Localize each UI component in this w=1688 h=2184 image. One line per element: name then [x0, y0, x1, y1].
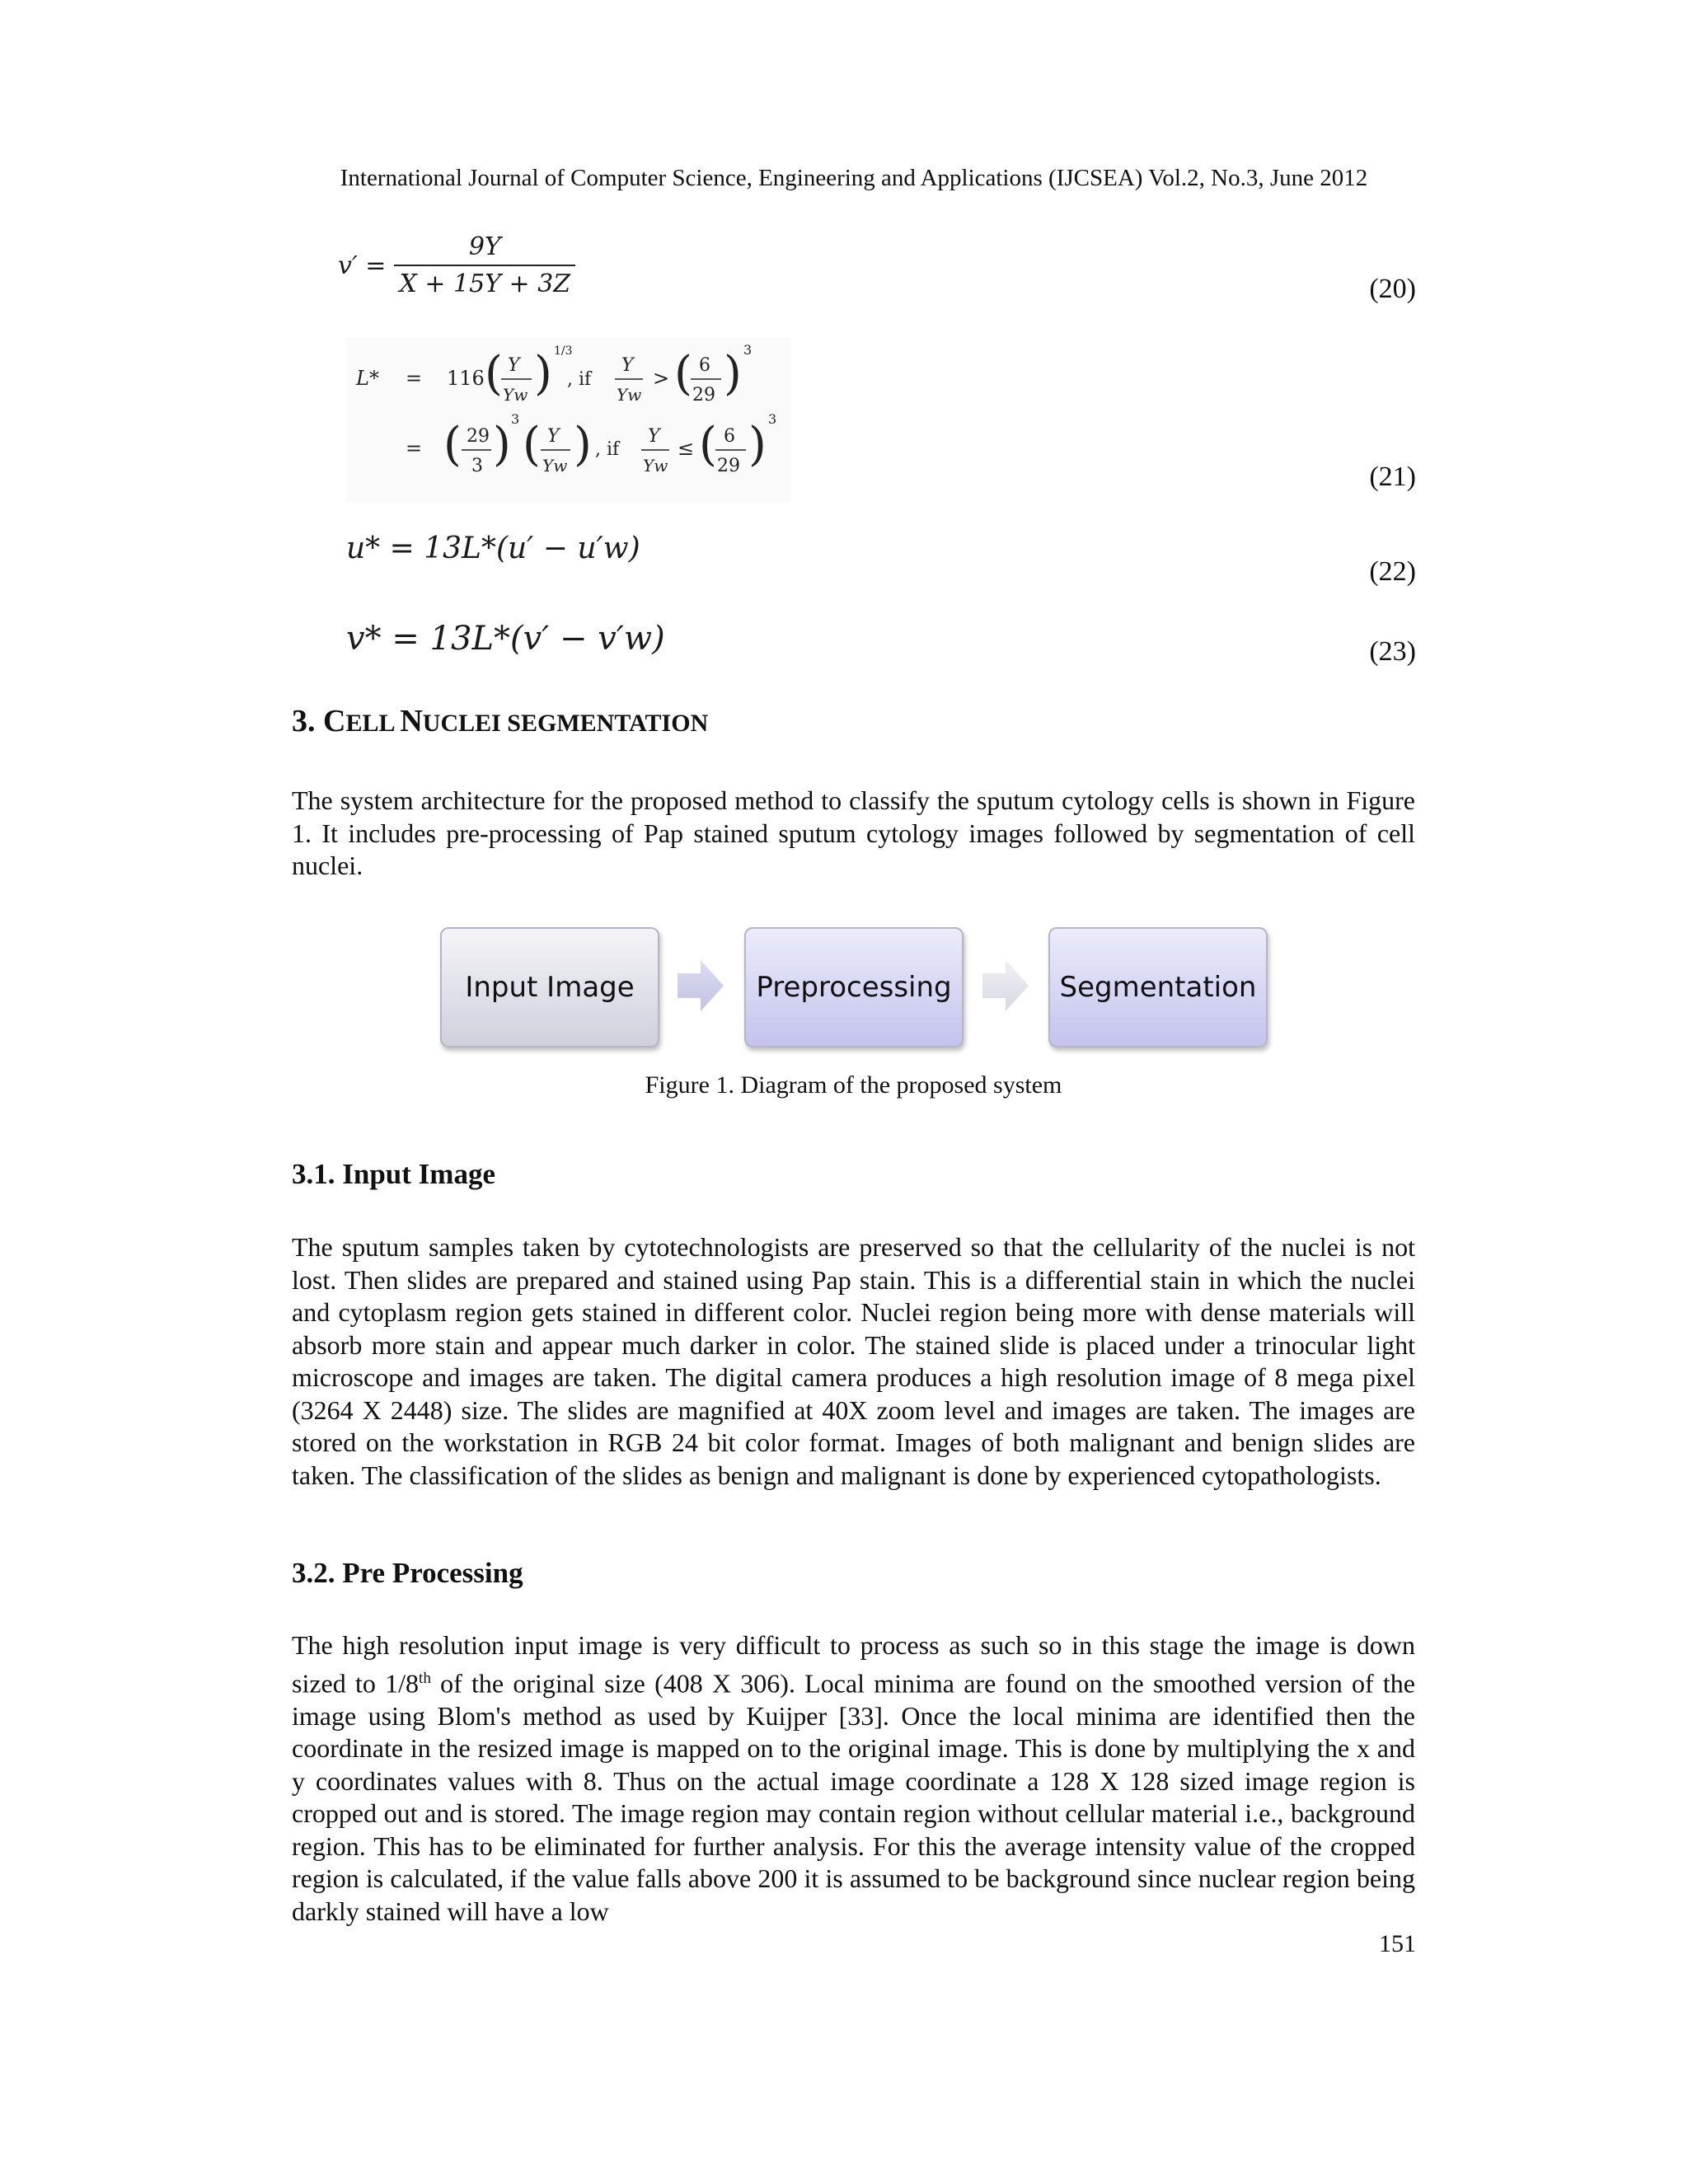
equation-23: v* = 13L*(v′ − v′w) — [346, 620, 665, 658]
eq21-Y-1: Y — [508, 355, 520, 376]
section-3-number: 3. — [292, 704, 323, 738]
section-3-2-text-a: The high resolution input image is very difficult to process as such so in this stage the image is down sized to 1/8 — [292, 1630, 1415, 1699]
section-3-cap-n: N — [400, 704, 423, 738]
eq21-le: ≤ — [678, 437, 695, 460]
eq21-paren-close-5: ) — [748, 418, 767, 471]
segmentation-box: Segmentation — [1048, 927, 1268, 1047]
eq21-paren-open-1: ( — [485, 347, 503, 401]
section-3-small-caps-1: ELL — [345, 710, 401, 737]
section-3-cap-c: C — [323, 704, 346, 738]
preprocessing-box: Preprocessing — [744, 927, 964, 1047]
section-3-paragraph: The system architecture for the proposed method to classify the sputum cytology cells is shown in Figure 1. It includes pre-processing of Pap stained sputum cytology images followed by segmentation of cell nuclei. — [292, 785, 1415, 880]
eq21-Yw-2: Yw — [617, 385, 642, 405]
eq21-if-1: , if — [567, 369, 592, 390]
eq21-Yw-4: Yw — [643, 456, 668, 476]
eq21-paren-open-4: ( — [523, 418, 541, 471]
arrow-right-icon — [981, 958, 1030, 1013]
eq21-Y-3: Y — [547, 426, 560, 447]
eq21-cube-2: 3 — [511, 411, 520, 427]
equation-number-22: (22) — [1369, 556, 1416, 587]
eq21-lhs: L* — [356, 367, 379, 390]
eq20-lhs: v′ = — [338, 251, 387, 280]
eq21-29-2: 29 — [467, 426, 490, 447]
eq21-paren-open-3: ( — [443, 418, 462, 471]
eq20-denominator: X + 15Y + 3Z — [394, 265, 575, 298]
equation-21 — [346, 338, 791, 503]
equation-number-21: (21) — [1369, 462, 1416, 492]
eq21-Yw-3: Yw — [542, 456, 568, 476]
eq21-coef: 116 — [447, 367, 485, 390]
figure-1-caption: Figure 1. Diagram of the proposed system — [645, 1071, 1062, 1099]
section-3-2-heading: 3.2. Pre Processing — [292, 1557, 523, 1589]
eq21-paren-open-5: ( — [699, 418, 717, 471]
eq20-fraction — [394, 232, 575, 298]
arrow-right-icon — [676, 958, 725, 1013]
journal-header: International Journal of Computer Science, Engineering and Applications (IJCSEA) Vol.2, No.3, June 2012 — [340, 165, 1368, 191]
eq21-Y-4: Y — [648, 426, 660, 447]
eq21-29-3: 29 — [717, 456, 740, 476]
equation-number-23: (23) — [1369, 636, 1416, 667]
eq21-six-2: 6 — [724, 426, 735, 447]
eq21-paren-close-3: ) — [493, 418, 511, 471]
section-3-heading — [292, 703, 708, 739]
eq20-numerator: 9Y — [468, 232, 501, 261]
eq21-Yw-1: Yw — [503, 385, 528, 405]
equation-22: u* = 13L*(u′ − u′w) — [346, 532, 640, 565]
eq21-eq: = — [406, 437, 423, 460]
eq21-if-2: , if — [595, 439, 620, 460]
eq21-paren-close-4: ) — [574, 418, 592, 471]
section-3-2-paragraph — [292, 1629, 1415, 1928]
eq21-29-1: 29 — [692, 385, 715, 405]
section-3-1-paragraph: The sputum samples taken by cytotechnologists are preserved so that the cellularity of the nuclei is not lost. Then slides are prepared and stained using Pap stain. This is a differential stain in which the nuclei and cytoplasm region gets stained in different color. Nuclei region being more with dense materials will absorb more stain and appear much darker in color. The stained slide is placed under a trinocular light microscope and images are taken. The digital camera produces a high resolution image of 8 mega pixel (3264 X 2448) size. The slides are magnified at 40X zoom level and images are taken. The images are stored on the workstation in RGB 24 bit color format. Images of both malignant and benign slides are taken. The classification of the slides as benign and malignant is done by experienced cytopathologists. — [292, 1232, 1415, 1490]
section-3-2-superscript: th — [418, 1669, 431, 1687]
equation-20 — [338, 232, 575, 298]
eq21-dash: = — [406, 367, 423, 390]
eq21-gt: > — [653, 367, 670, 390]
eq21-paren-close-2: ) — [724, 347, 742, 401]
eq21-paren-open-2: ( — [674, 347, 692, 401]
eq21-onethird: 1/3 — [554, 344, 573, 358]
section-3-small-caps-2: UCLEI SEGMENTATION — [422, 710, 709, 737]
page-number: 151 — [1379, 1930, 1416, 1957]
eq21-paren-close-1: ) — [534, 347, 552, 401]
section-3-2-text-b: of the original size (408 X 306). Local minima are found on the smoothed version of the image using Blom's method as used by Kuijper [33]. Once the local minima are identified then the coordinate in the resized image is mapped on to the original image. This is done by multiplying the x and y coordinates values with 8. Thus on the actual image coordinate a 128 X 128 sized image region is cropped out and is stored. The image region may contain region without cellular material i.e., background region. This has to be eliminated for further analysis. For this the average intensity value of the cropped region is calculated, if the value falls above 200 it is assumed to be background since nuclear region being darkly stained will have a low — [292, 1668, 1416, 1926]
eq21-cube-1: 3 — [743, 342, 753, 358]
eq21-six-1: 6 — [699, 355, 710, 376]
eq21-Y-2: Y — [621, 355, 634, 376]
eq21-three-den: 3 — [471, 456, 483, 476]
input-image-box: Input Image — [440, 927, 659, 1047]
equation-number-20: (20) — [1369, 274, 1416, 304]
equation-21-graphic — [346, 338, 791, 503]
eq21-cube-3: 3 — [768, 411, 777, 427]
section-3-1-heading: 3.1. Input Image — [292, 1158, 495, 1190]
